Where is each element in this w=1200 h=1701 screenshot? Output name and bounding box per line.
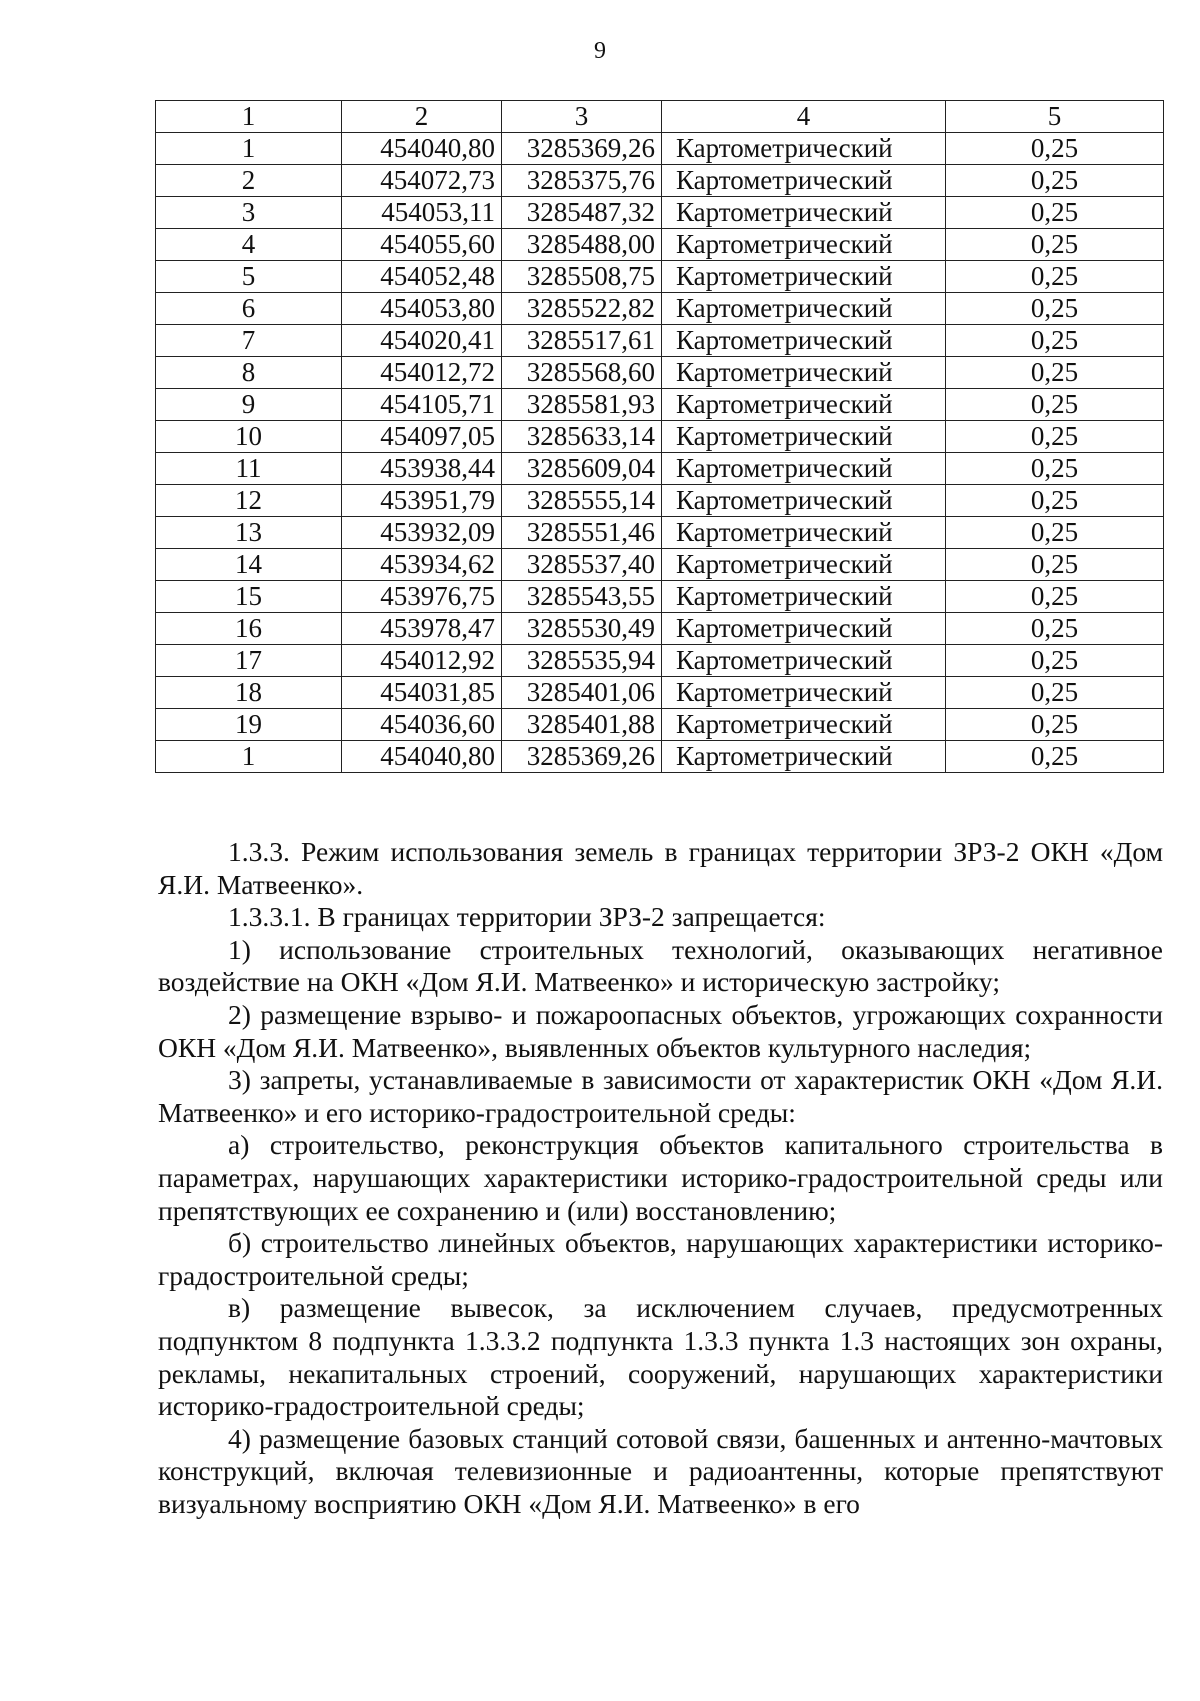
x-coordinate-cell: 454036,60 — [342, 709, 502, 741]
point-number-cell: 6 — [156, 293, 342, 325]
error-cell: 0,25 — [946, 613, 1164, 645]
method-cell: Картометрический — [662, 389, 946, 421]
table-row — [156, 389, 1164, 421]
error-cell: 0,25 — [946, 581, 1164, 613]
table-row — [156, 741, 1164, 773]
point-number-cell: 18 — [156, 677, 342, 709]
paragraph: 4) размещение базовых станций сотовой связи, башенных и антенно-мачтовых конструкций, включая телевизионные и радиоантенны, которые препятствуют визуальному восприятию ОКН «Дом Я.И. Матвеенко» в его — [158, 1422, 1163, 1519]
error-cell: 0,25 — [946, 709, 1164, 741]
column-header: 1 — [156, 101, 342, 133]
table-row — [156, 517, 1164, 549]
y-coordinate-cell: 3285369,26 — [502, 133, 662, 165]
x-coordinate-cell: 453951,79 — [342, 485, 502, 517]
y-coordinate-cell: 3285369,26 — [502, 741, 662, 773]
method-cell: Картометрический — [662, 325, 946, 357]
point-number-cell: 8 — [156, 357, 342, 389]
y-coordinate-cell: 3285530,49 — [502, 613, 662, 645]
error-cell: 0,25 — [946, 133, 1164, 165]
y-coordinate-cell: 3285568,60 — [502, 357, 662, 389]
error-cell: 0,25 — [946, 485, 1164, 517]
table-header-row — [156, 101, 1164, 133]
error-cell: 0,25 — [946, 197, 1164, 229]
paragraph: 1.3.3.1. В границах территории ЗРЗ-2 запрещается: — [228, 901, 826, 933]
error-cell: 0,25 — [946, 165, 1164, 197]
x-coordinate-cell: 453934,62 — [342, 549, 502, 581]
point-number-cell: 19 — [156, 709, 342, 741]
point-number-cell: 13 — [156, 517, 342, 549]
x-coordinate-cell: 453932,09 — [342, 517, 502, 549]
point-number-cell: 7 — [156, 325, 342, 357]
body-text — [158, 836, 1163, 1520]
method-cell: Картометрический — [662, 485, 946, 517]
page-number: 9 — [594, 38, 606, 64]
error-cell: 0,25 — [946, 325, 1164, 357]
table-row — [156, 549, 1164, 581]
y-coordinate-cell: 3285537,40 — [502, 549, 662, 581]
x-coordinate-cell: 453938,44 — [342, 453, 502, 485]
paragraph: а) строительство, реконструкция объектов капитального строительства в параметрах, нарушающих характеристики историко-градостроительной среды или препятствующих ее сохранению и (или) восстановлению; — [158, 1129, 1163, 1226]
point-number-cell: 4 — [156, 229, 342, 261]
error-cell: 0,25 — [946, 741, 1164, 773]
x-coordinate-cell: 454053,11 — [342, 197, 502, 229]
point-number-cell: 16 — [156, 613, 342, 645]
paragraph: 1) использование строительных технологий, оказывающих негативное воздействие на ОКН «Дом Я.И. Матвеенко» и историческую застройку; — [158, 933, 1163, 998]
table-row — [156, 581, 1164, 613]
error-cell: 0,25 — [946, 357, 1164, 389]
table-row — [156, 453, 1164, 485]
x-coordinate-cell: 454040,80 — [342, 133, 502, 165]
method-cell: Картометрический — [662, 613, 946, 645]
point-number-cell: 17 — [156, 645, 342, 677]
point-number-cell: 2 — [156, 165, 342, 197]
method-cell: Картометрический — [662, 581, 946, 613]
x-coordinate-cell: 454012,92 — [342, 645, 502, 677]
method-cell: Картометрический — [662, 165, 946, 197]
method-cell: Картометрический — [662, 709, 946, 741]
table-row — [156, 645, 1164, 677]
x-coordinate-cell: 454053,80 — [342, 293, 502, 325]
y-coordinate-cell: 3285551,46 — [502, 517, 662, 549]
x-coordinate-cell: 454055,60 — [342, 229, 502, 261]
method-cell: Картометрический — [662, 229, 946, 261]
error-cell: 0,25 — [946, 549, 1164, 581]
method-cell: Картометрический — [662, 645, 946, 677]
paragraph: б) строительство линейных объектов, нарушающих характеристики историко-градостроительной среды; — [158, 1227, 1163, 1291]
x-coordinate-cell: 454020,41 — [342, 325, 502, 357]
x-coordinate-cell: 454040,80 — [342, 741, 502, 773]
x-coordinate-cell: 454052,48 — [342, 261, 502, 293]
paragraph: 3) запреты, устанавливаемые в зависимости от характеристик ОКН «Дом Я.И. Матвеенко» и его историко-градостроительной среды: — [158, 1064, 1163, 1128]
y-coordinate-cell: 3285375,76 — [502, 165, 662, 197]
x-coordinate-cell: 454012,72 — [342, 357, 502, 389]
point-number-cell: 11 — [156, 453, 342, 485]
error-cell: 0,25 — [946, 293, 1164, 325]
point-number-cell: 12 — [156, 485, 342, 517]
table-row — [156, 613, 1164, 645]
error-cell: 0,25 — [946, 517, 1164, 549]
y-coordinate-cell: 3285535,94 — [502, 645, 662, 677]
x-coordinate-cell: 453976,75 — [342, 581, 502, 613]
x-coordinate-cell: 454072,73 — [342, 165, 502, 197]
coordinates-table — [155, 100, 1164, 773]
table-row — [156, 293, 1164, 325]
table-row — [156, 709, 1164, 741]
method-cell: Картометрический — [662, 741, 946, 773]
table-body — [156, 101, 1164, 773]
x-coordinate-cell: 454031,85 — [342, 677, 502, 709]
table-row — [156, 357, 1164, 389]
x-coordinate-cell: 454105,71 — [342, 389, 502, 421]
table-row — [156, 165, 1164, 197]
point-number-cell: 5 — [156, 261, 342, 293]
paragraph: 2) размещение взрыво- и пожароопасных объектов, угрожающих сохранности ОКН «Дом Я.И. Матвеенко», выявленных объектов культурного наследия; — [158, 998, 1163, 1063]
method-cell: Картометрический — [662, 517, 946, 549]
point-number-cell: 10 — [156, 421, 342, 453]
y-coordinate-cell: 3285609,04 — [502, 453, 662, 485]
y-coordinate-cell: 3285487,32 — [502, 197, 662, 229]
table-row — [156, 229, 1164, 261]
error-cell: 0,25 — [946, 421, 1164, 453]
error-cell: 0,25 — [946, 645, 1164, 677]
column-header: 5 — [946, 101, 1164, 133]
method-cell: Картометрический — [662, 421, 946, 453]
point-number-cell: 14 — [156, 549, 342, 581]
table-row — [156, 197, 1164, 229]
method-cell: Картометрический — [662, 357, 946, 389]
method-cell: Картометрический — [662, 453, 946, 485]
column-header: 3 — [502, 101, 662, 133]
table-row — [156, 485, 1164, 517]
y-coordinate-cell: 3285555,14 — [502, 485, 662, 517]
method-cell: Картометрический — [662, 677, 946, 709]
error-cell: 0,25 — [946, 389, 1164, 421]
point-number-cell: 1 — [156, 133, 342, 165]
x-coordinate-cell: 453978,47 — [342, 613, 502, 645]
y-coordinate-cell: 3285581,93 — [502, 389, 662, 421]
y-coordinate-cell: 3285522,82 — [502, 293, 662, 325]
y-coordinate-cell: 3285401,06 — [502, 677, 662, 709]
y-coordinate-cell: 3285633,14 — [502, 421, 662, 453]
paragraph: 1.3.3. Режим использования земель в границах территории ЗРЗ-2 ОКН «Дом Я.И. Матвеенко». — [158, 836, 1163, 900]
table-row — [156, 261, 1164, 293]
table-row — [156, 325, 1164, 357]
error-cell: 0,25 — [946, 261, 1164, 293]
paragraph: в) размещение вывесок, за исключением случаев, предусмотренных подпунктом 8 подпункта 1.3.3.2 подпункта 1.3.3 пункта 1.3 настоящих зон охраны, рекламы, некапитальных строений, сооружений, нарушающих характеристики историко-градостроительной среды; — [158, 1292, 1163, 1422]
point-number-cell: 15 — [156, 581, 342, 613]
column-header: 4 — [662, 101, 946, 133]
error-cell: 0,25 — [946, 229, 1164, 261]
error-cell: 0,25 — [946, 453, 1164, 485]
y-coordinate-cell: 3285401,88 — [502, 709, 662, 741]
y-coordinate-cell: 3285517,61 — [502, 325, 662, 357]
method-cell: Картометрический — [662, 549, 946, 581]
method-cell: Картометрический — [662, 261, 946, 293]
error-cell: 0,25 — [946, 677, 1164, 709]
table-row — [156, 677, 1164, 709]
x-coordinate-cell: 454097,05 — [342, 421, 502, 453]
column-header: 2 — [342, 101, 502, 133]
y-coordinate-cell: 3285508,75 — [502, 261, 662, 293]
method-cell: Картометрический — [662, 293, 946, 325]
y-coordinate-cell: 3285488,00 — [502, 229, 662, 261]
table-row — [156, 133, 1164, 165]
point-number-cell: 1 — [156, 741, 342, 773]
method-cell: Картометрический — [662, 133, 946, 165]
point-number-cell: 9 — [156, 389, 342, 421]
method-cell: Картометрический — [662, 197, 946, 229]
point-number-cell: 3 — [156, 197, 342, 229]
table-row — [156, 421, 1164, 453]
y-coordinate-cell: 3285543,55 — [502, 581, 662, 613]
